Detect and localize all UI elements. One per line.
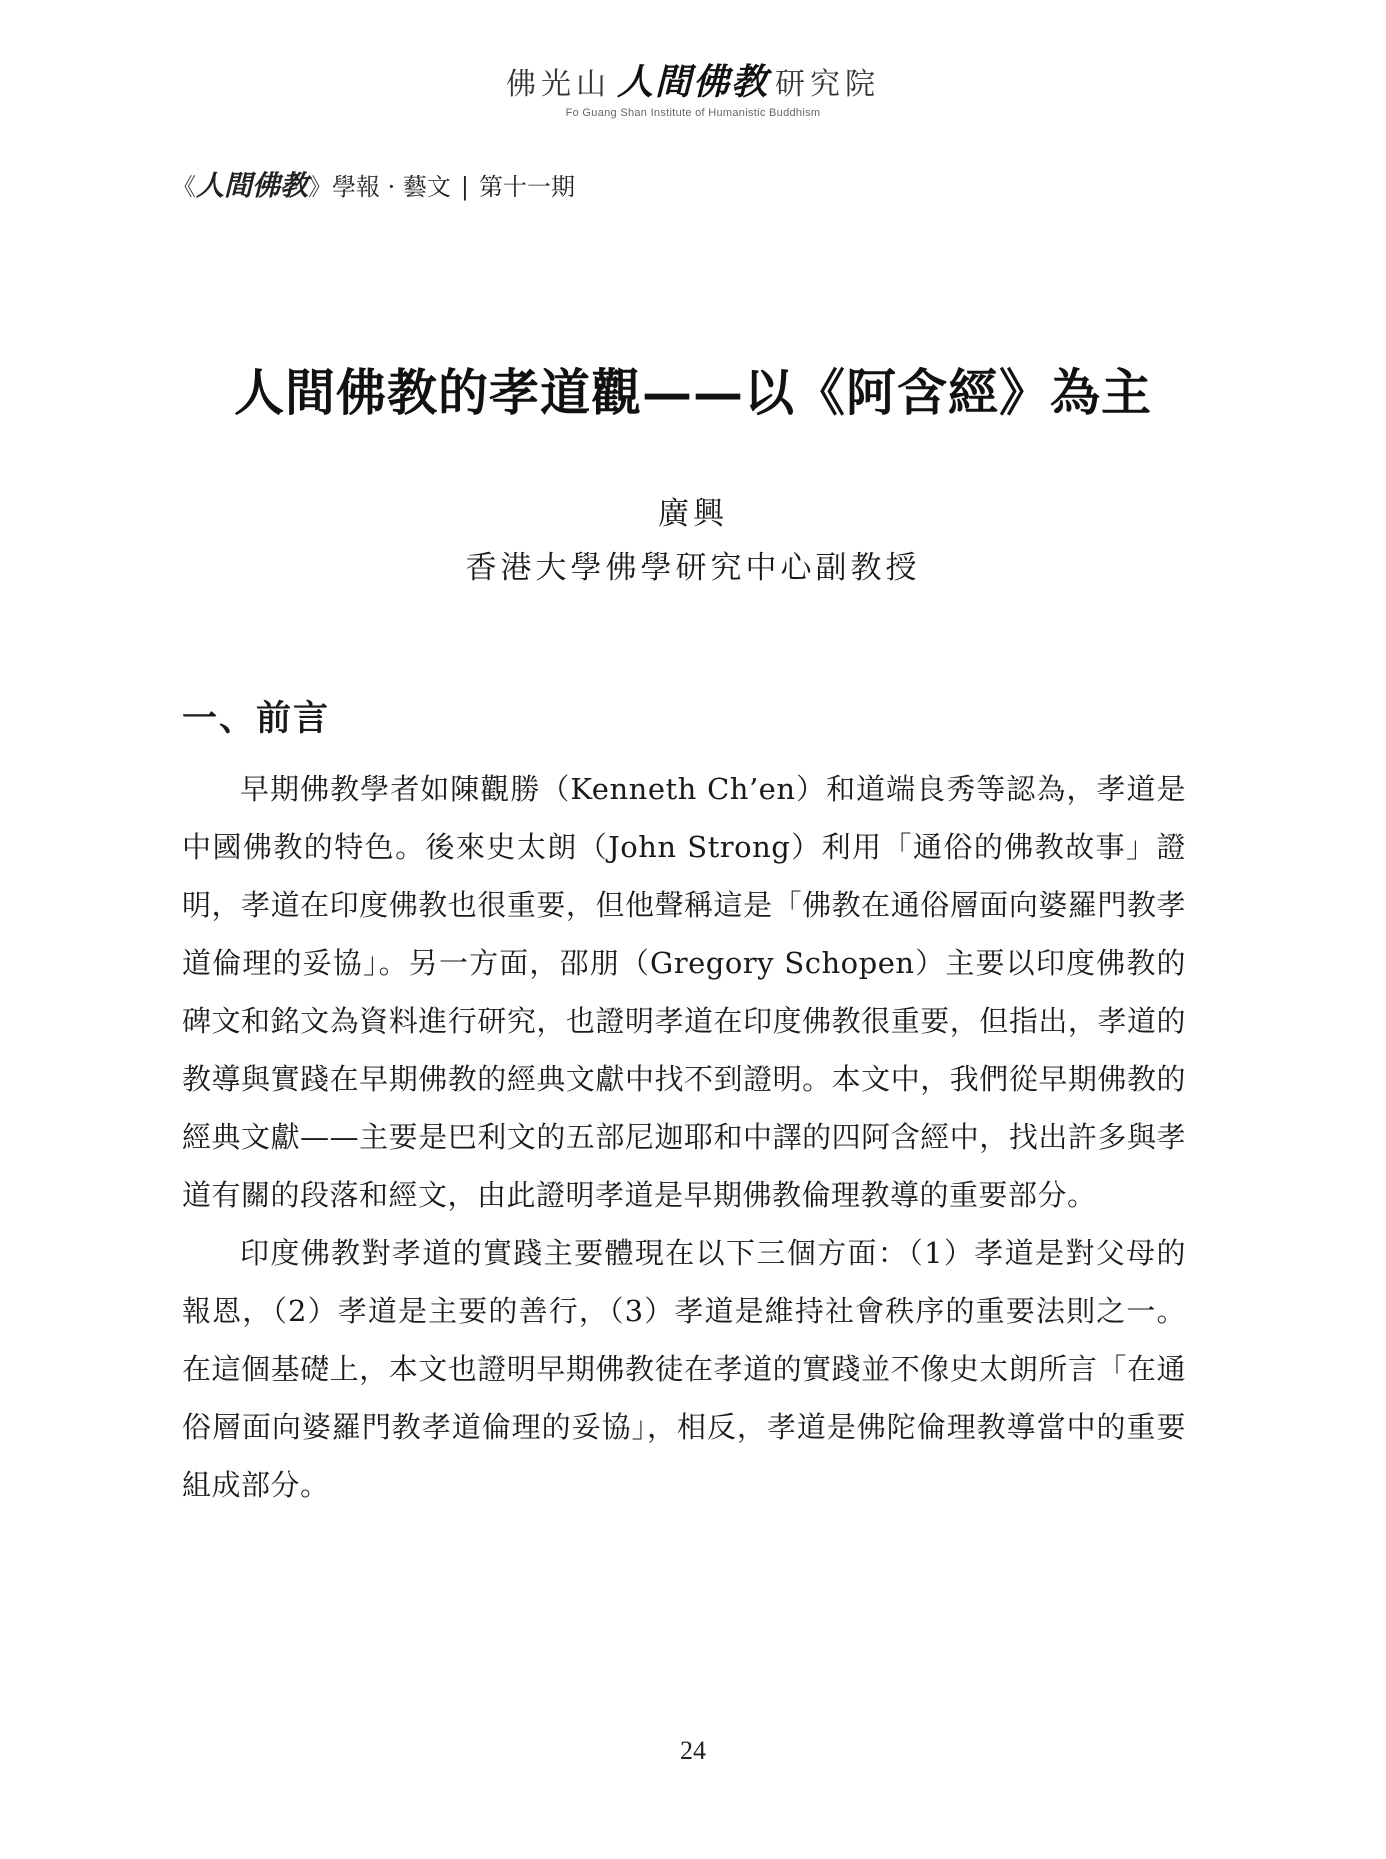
- paragraph: 印度佛教對孝道的實踐主要體現在以下三個方面：（1）孝道是對父母的報恩，（2）孝道是主要的善行，（3）孝道是維持社會秩序的重要法則之一。在這個基礎上，本文也證明早期佛教徒在孝道的實踐並不像史太朗所言「在通俗層面向婆羅門教孝道倫理的妥協」，相反，孝道是佛陀倫理教導當中的重要組成部分。: [182, 1236, 1186, 1502]
- journal-issue: 第十一期: [479, 173, 575, 201]
- institute-header: [0, 62, 1386, 119]
- article-body: [182, 760, 1186, 1514]
- institute-name: [0, 62, 1386, 105]
- journal-brush-title: 人間佛教: [196, 169, 309, 202]
- institute-english-name: Fo Guang Shan Institute of Humanistic Buddhism: [565, 107, 821, 119]
- page-number: 24: [680, 1736, 706, 1765]
- institute-brush-logo: 人間佛教: [616, 61, 769, 103]
- author-name: 廣興: [658, 496, 728, 532]
- journal-separator: |: [460, 173, 469, 201]
- section-heading: 一、前言: [182, 698, 331, 739]
- author-affiliation: 香港大學佛學研究中心副教授: [465, 550, 921, 586]
- journal-open-quote: 《: [172, 173, 196, 201]
- journal-name: 學報 · 藝文: [332, 173, 451, 201]
- journal-close-quote: 》: [308, 173, 333, 201]
- paragraph: 早期佛教學者如陳觀勝（Kenneth Ch’en）和道端良秀等認為，孝道是中國佛教的特色。後來史太朗（John Strong）利用「通俗的佛教故事」證明，孝道在印度佛教也很重要，但他聲稱這是「佛教在通俗層面向婆羅門教孝道倫理的妥協」。另一方面，邵朋（Gregory Schopen）主要以印度佛教的碑文和銘文為資料進行研究，也證明孝道在印度佛教很重要，但指出，孝道的教導與實踐在早期佛教的經典文獻中找不到證明。本文中，我們從早期佛教的經典文獻——主要是巴利文的五部尼迦耶和中譯的四阿含經中，找出許多與孝道有關的段落和經文，由此證明孝道是早期佛教倫理教導的重要部分。: [182, 772, 1186, 1212]
- journal-running-header: [172, 166, 575, 207]
- article-title: 人間佛教的孝道觀——以《阿含經》為主: [234, 363, 1152, 422]
- institute-suffix: 研究院: [775, 67, 880, 102]
- institute-prefix: 佛光山: [505, 67, 611, 102]
